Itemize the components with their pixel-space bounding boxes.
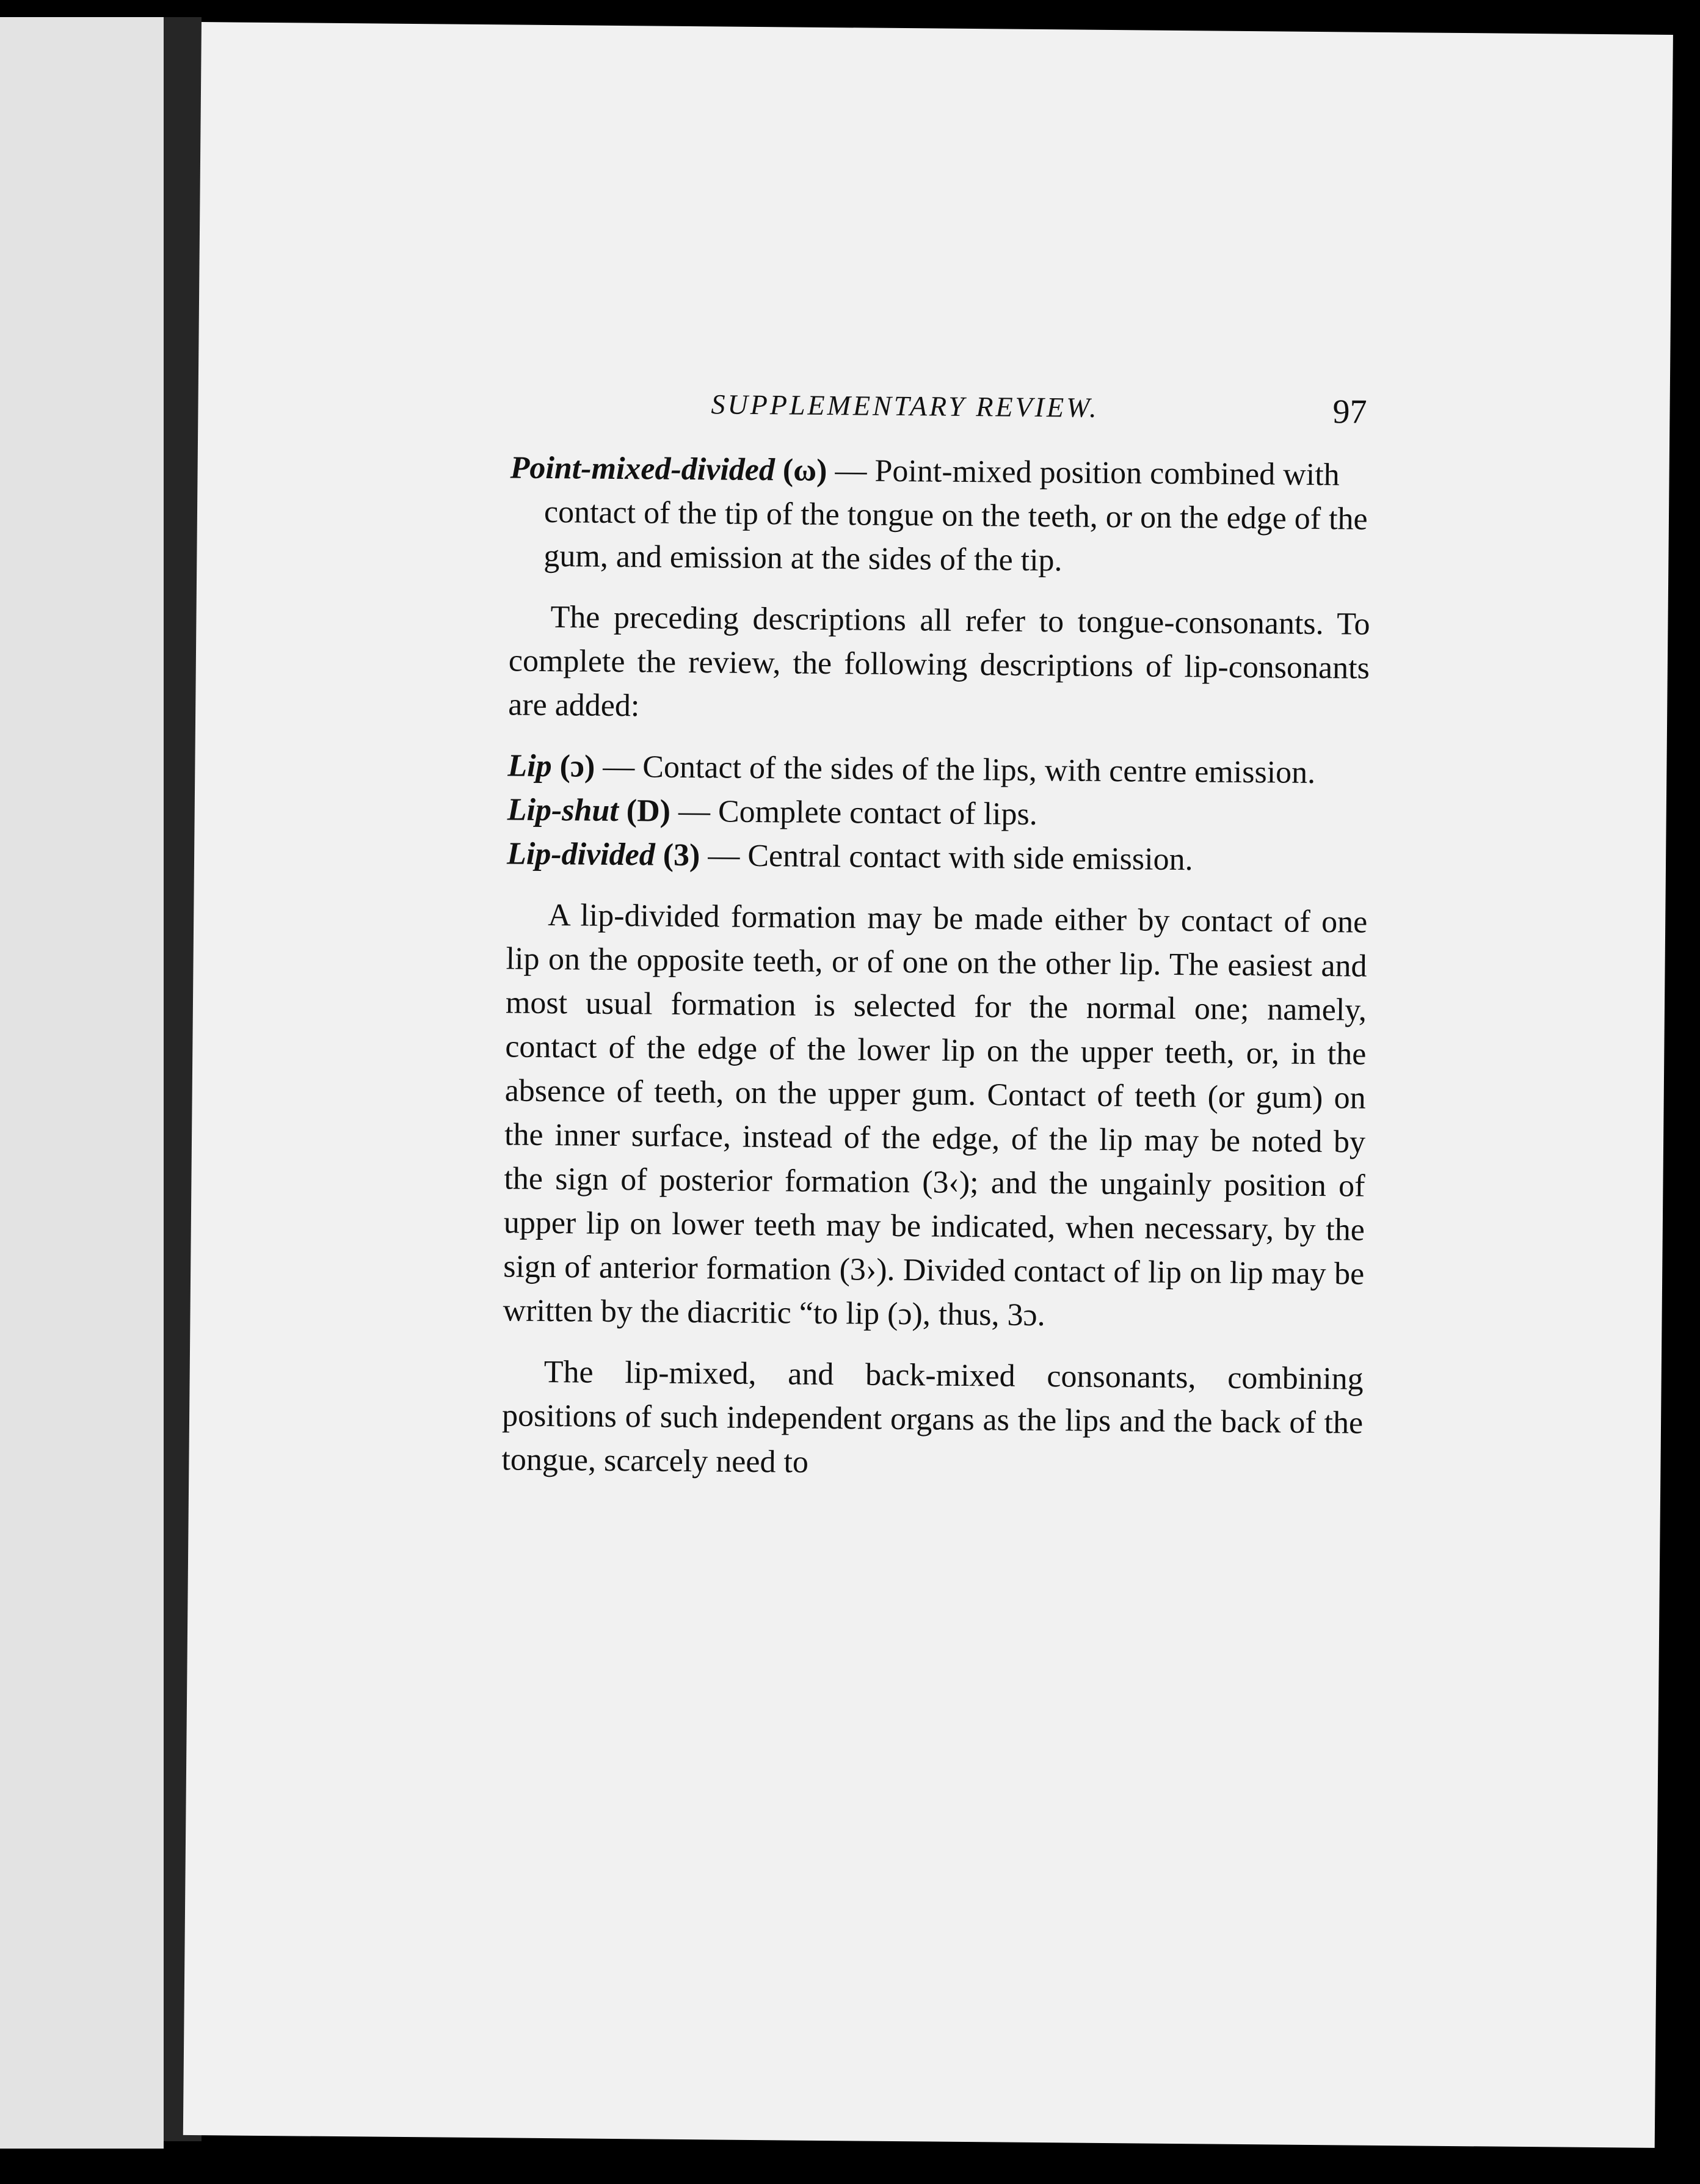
paragraph-lip-mixed: The lip-mixed, and back-mixed consonants, combining positions of such independent organs as the lips and the back of the tongue, scarcely need to bbox=[501, 1354, 1364, 1480]
entry-text: — Central contact with side emission. bbox=[708, 838, 1193, 878]
body-text bbox=[501, 446, 1371, 1489]
paragraph-lip-divided-formation: A lip-divided formation may be made either by contact of one lip on the opposite teeth, or of one on the other lip. The easiest and most usual formation is selected for the normal one; namely, contact of the edge of the lower lip on the upper teeth, or, in the absence of teeth, on the upper gum. Contact of teeth (or gum) on the inner surface, instead of the edge, of the lip may be noted by the sign of posterior formation (3‹); and the ungainly position of upper lip on lower teeth may be indicated, when necessary, by the sign of anterior formation (3›). Divided contact of lip on lip may be written by the diacritic “to lip (ɔ), thus, 3ɔ. bbox=[503, 898, 1368, 1333]
entry-text: — Contact of the sides of the lips, with centre emission. bbox=[603, 749, 1316, 790]
entry-lip bbox=[507, 744, 1369, 795]
facing-page-edge bbox=[0, 17, 164, 2149]
entry-symbol: (D) bbox=[626, 793, 671, 829]
entry-text: — Complete contact of lips. bbox=[678, 793, 1038, 832]
entry-symbol: (ɔ) bbox=[559, 749, 595, 784]
entry-lip-shut bbox=[507, 788, 1368, 839]
paragraph-tongue-consonants: The preceding descriptions all refer to tongue-consonants. To complete the review, the following descriptions of lip-consonants are added: bbox=[508, 600, 1370, 724]
entry-point-mixed-divided bbox=[509, 446, 1371, 585]
entry-term: Lip-divided bbox=[506, 836, 655, 873]
book-page bbox=[183, 22, 1673, 2148]
entry-term: Lip bbox=[507, 748, 552, 784]
page-header bbox=[198, 384, 1670, 439]
entry-term: Lip-shut bbox=[507, 792, 619, 829]
entry-symbol: (3) bbox=[663, 837, 700, 873]
entry-term: Point-mixed-divided bbox=[510, 450, 776, 488]
running-head: SUPPLEMENTARY REVIEW. bbox=[711, 388, 1099, 423]
entry-symbol: (ω) bbox=[782, 453, 827, 488]
entry-lip-divided bbox=[507, 832, 1368, 883]
page-number: 97 bbox=[1332, 393, 1367, 431]
entry-text: — Point-mixed position combined with contact of the tip of the tongue on the teeth, or on the edge of the gum, and emission at the sides of the tip. bbox=[543, 453, 1368, 578]
